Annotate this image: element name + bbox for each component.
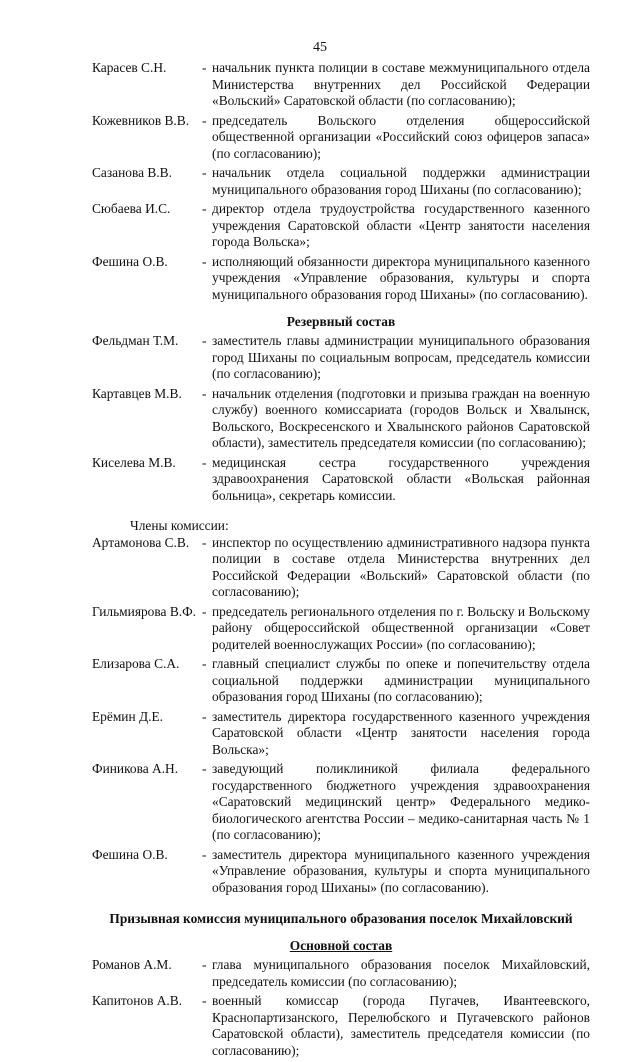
- entry-description: инспектор по осуществлению административного надзора пункта полиции в составе отдела Министерства внутренних дел Российской Федерации «Вольский» Саратовской области (по согласованию);: [212, 534, 590, 599]
- entry-name: Гильмиярова В.Ф.: [92, 603, 197, 619]
- entry-dash: -: [202, 253, 207, 269]
- entry-name: Финикова А.Н.: [92, 761, 179, 776]
- entry-list-members: [92, 535, 590, 897]
- entry-name: Карасев С.Н.: [92, 60, 167, 75]
- entry-row: [92, 993, 590, 1059]
- entry-description: заведующий поликлиникой филиала федерального государственного бюджетного учреждения здравоохранения «Саратовский медицинский центр» Федерального медико-биологического агентства России – медико-санитарная часть № 1 (по согласованию);: [212, 761, 590, 842]
- entry-name: Фельдман Т.М.: [92, 333, 179, 348]
- entry-dash: -: [202, 454, 207, 470]
- entry-description: заместитель главы администрации муниципального образования город Шиханы по социальным вопросам, председатель комиссии (по согласованию);: [212, 333, 590, 381]
- entry-row: [92, 165, 590, 198]
- entry-name: Кожевников В.В.: [92, 112, 190, 128]
- entry-description: исполняющий обязанности директора муниципального казенного учреждения «Управление образования, культуры и спорта муниципального образования город Шиханы» (по согласованию).: [212, 253, 590, 302]
- entry-name: Киселева М.В.: [92, 454, 176, 470]
- entry-row: [92, 333, 590, 383]
- entry-dash: -: [202, 60, 207, 75]
- entry-row: [92, 535, 590, 601]
- entry-name: Картавцев М.В.: [92, 385, 182, 401]
- entry-row: [92, 604, 590, 654]
- entry-dash: -: [202, 333, 207, 348]
- entry-row: [92, 656, 590, 706]
- entry-name: Сазанова В.В.: [92, 165, 172, 180]
- members-label: Члены комиссии:: [130, 518, 229, 533]
- entry-description: начальник отделения (подготовки и призыва граждан на военную службу) военного комиссариата (городов Вольск и Хвалынск, Вольского, Воскресенского и Хвалынского районов Саратовской области), заместитель председателя комиссии (по согласованию);: [212, 385, 590, 450]
- entry-row: [92, 957, 590, 990]
- entry-dash: -: [202, 957, 207, 972]
- entry-description: заместитель директора государственного казенного учреждения Саратовской области «Центр занятости населения города Вольска»;: [212, 708, 590, 757]
- document-body: [92, 60, 590, 1062]
- entry-dash: -: [202, 385, 207, 401]
- entry-row: [92, 455, 590, 505]
- entry-list-block1: [92, 60, 590, 303]
- entry-dash: -: [202, 165, 207, 180]
- entry-dash: -: [202, 761, 207, 776]
- entry-dash: -: [202, 603, 207, 619]
- entry-name: Фешина О.В.: [92, 253, 168, 269]
- entry-dash: -: [202, 656, 207, 671]
- entry-dash: -: [202, 846, 207, 862]
- entry-description: председатель регионального отделения по г. Вольску и Вольскому району общероссийской общественной организации «Совет родителей военнослужащих России» (по согласованию);: [212, 603, 590, 652]
- entry-description: военный комиссар (города Пугачев, Ивантеевского, Краснопартизанского, Перелюбского и Пугачевского районов Саратовской области), заместитель председателя комиссии (по согласованию);: [212, 993, 590, 1058]
- entry-list-main: [92, 957, 590, 1059]
- entry-description: начальник пункта полиции в составе межмуниципального отдела Министерства внутренних дел Российской Федерации «Вольский» Саратовской области (по согласованию);: [212, 60, 590, 108]
- entry-description: председатель Вольского отделения общероссийской общественной организации «Российский союз офицеров запаса» (по согласованию);: [212, 112, 590, 161]
- entry-name: Елизарова С.А.: [92, 656, 180, 671]
- entry-name: Сюбаева И.С.: [92, 201, 171, 216]
- page-number: 45: [313, 40, 327, 55]
- entry-description: медицинская сестра государственного учреждения здравоохранения Саратовской области «Вольская районная больница», секретарь комиссии.: [212, 454, 590, 503]
- entry-description: заместитель директора муниципального казенного учреждения «Управление образования, культуры и спорта муниципального образования город Шиханы» (по согласованию).: [212, 846, 590, 895]
- entry-name: Фешина О.В.: [92, 846, 168, 862]
- entry-row: [92, 761, 590, 844]
- entry-row: [92, 709, 590, 759]
- reserve-heading: Резервный состав: [286, 314, 396, 329]
- entry-name: Ерёмин Д.Е.: [92, 708, 163, 724]
- entry-dash: -: [202, 112, 207, 128]
- entry-name: Романов А.М.: [92, 957, 172, 972]
- entry-dash: -: [202, 201, 207, 216]
- entry-dash: -: [202, 534, 207, 550]
- entry-row: [92, 254, 590, 304]
- entry-description: начальник отдела социальной поддержки администрации муниципального образования город Шиханы (по согласованию);: [212, 165, 590, 197]
- commission-heading: Призывная комиссия муниципального образования поселок Михайловский: [109, 911, 573, 926]
- entry-row: [92, 847, 590, 897]
- entry-dash: -: [202, 993, 207, 1008]
- entry-description: директор отдела трудоустройства государственного казенного учреждения Саратовской области «Центр занятости населения города Вольска»;: [212, 201, 590, 249]
- entry-list-reserve: [92, 333, 590, 504]
- entry-name: Артамонова С.В.: [92, 534, 190, 550]
- main-composition-heading: Основной состав: [289, 938, 393, 953]
- entry-name: Капитонов А.В.: [92, 993, 183, 1008]
- entry-row: [92, 386, 590, 452]
- entry-description: глава муниципального образования поселок Михайловский, председатель комиссии (по согласованию);: [212, 957, 590, 989]
- entry-description: главный специалист службы по опеке и попечительству отдела социальной поддержки администрации муниципального образования город Шиханы (по согласованию);: [212, 656, 590, 704]
- entry-row: [92, 60, 590, 110]
- entry-dash: -: [202, 708, 207, 724]
- entry-row: [92, 113, 590, 163]
- entry-row: [92, 201, 590, 251]
